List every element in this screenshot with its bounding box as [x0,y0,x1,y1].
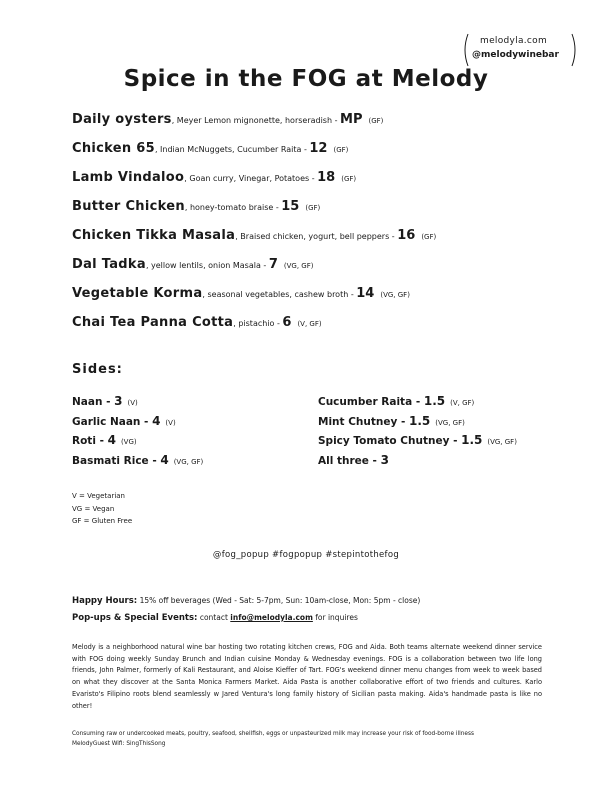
item-price: 14 [356,286,375,301]
menu-list [72,108,542,340]
side-item [318,390,517,410]
item-tags: (VG, GF) [380,291,410,299]
menu-item-tikka-masala [72,224,542,253]
events-post: for inquires [312,613,358,622]
side-name: All three - [318,454,381,467]
item-name: Vegetable Korma [72,286,203,301]
item-description: , honey-tomato braise - [184,203,282,212]
sides-left-column [72,390,203,468]
side-price: 3 [114,394,123,408]
side-tags: (V, GF) [450,399,475,407]
item-price: 18 [317,170,336,185]
item-name: Lamb Vindaloo [72,170,185,185]
item-description: , Meyer Lemon mignonette, horseradish - [171,116,341,125]
item-tags: (V, GF) [297,320,322,328]
social-badge [460,30,580,70]
item-tags: (GF) [421,233,437,241]
item-tags: (VG, GF) [283,262,314,270]
menu-item-chicken-65 [72,137,542,166]
social-hashtags: @fog_popup #fogpopup #stepintothefog [212,550,400,560]
item-tags: (GF) [333,146,349,154]
side-price: 4 [160,452,169,467]
item-description: , Braised chicken, yogurt, bell peppers - [235,232,398,241]
events-contact [72,613,358,623]
item-tags: (GF) [368,117,384,125]
website-text: melodyla.com [480,36,548,46]
events-label: Pop-ups & Special Events: [72,613,198,623]
item-name: Daily oysters [72,112,172,127]
menu-title: Spice in the FOG at Melody [123,66,489,92]
side-price: 1.5 [408,413,431,428]
menu-item-vegetable-korma [72,282,542,311]
fine-print [72,730,542,749]
item-name: Dal Tadka [72,257,146,272]
item-name: Chai Tea Panna Cotta [72,315,234,330]
side-name: Cucumber Raita - [318,396,424,408]
happy-hours-label: Happy Hours: [72,596,138,606]
menu-item-dal-tadka [72,253,542,282]
side-price: 1.5 [423,394,446,408]
side-price: 1.5 [461,433,483,447]
side-name: Spicy Tomato Chutney - [318,435,462,447]
menu-item-oysters [72,108,542,137]
side-item [72,410,203,430]
item-description: , Indian McNuggets, Cucumber Raita - [154,145,310,154]
item-description: , seasonal vegetables, cashew broth - [202,290,357,299]
sides-right-column [318,390,517,468]
side-item [318,429,517,449]
legend-vegetarian: V = Vegetarian [72,492,125,500]
item-price: 6 [282,315,292,330]
health-warning: Consuming raw or undercooked meats, poultry, seafood, shellfish, eggs or unpasteurized milk may increase your risk of food-borne illness [72,731,474,737]
item-price: 7 [268,257,278,272]
side-tags: (VG, GF) [173,457,204,466]
item-tags: (GF) [341,175,357,183]
side-tags: (V) [127,399,138,407]
side-price: 4 [107,433,116,447]
item-name: Chicken Tikka Masala [72,228,236,243]
side-item [318,449,517,469]
item-price: 12 [309,141,328,156]
item-price: 16 [397,228,416,243]
item-price: 15 [281,199,300,214]
item-name: Chicken 65 [72,141,155,156]
legend-vegan: VG = Vegan [72,504,115,513]
wifi-info: MelodyGuest Wifi: SingThisSong [72,740,166,747]
menu-item-panna-cotta [72,311,542,340]
menu-item-lamb-vindaloo [72,166,542,195]
instagram-handle: @melodywinebar [472,50,559,60]
item-price: MP [340,112,363,127]
side-tags: (V) [165,418,176,427]
side-tags: (VG) [120,438,137,446]
events-pre: contact [197,613,231,622]
menu-item-butter-chicken [72,195,542,224]
side-name: Roti - [72,435,108,447]
item-description: , Goan curry, Vinegar, Potatoes - [184,174,318,183]
legend-gluten-free: GF = Gluten Free [72,517,133,525]
side-name: Naan - [72,396,115,408]
side-tags: (VG, GF) [435,418,465,427]
sides-heading: Sides: [72,362,123,377]
side-name: Mint Chutney - [318,415,409,428]
happy-hours-text: 15% off beverages (Wed - Sat: 5-7pm, Sun: 10am-close, Mon: 5pm - close) [137,596,421,605]
side-item [72,449,203,469]
item-tags: (GF) [305,204,321,212]
side-name: Basmati Rice - [72,454,161,467]
item-description: , yellow lentils, onion Masala - [145,261,269,270]
about-paragraph: Melody is a neighborhood natural wine bar hosting two rotating kitchen crews, FOG and Aida. Both teams alternate weekend dinner service with FOG doing weekly Sunday Brunch and Indian cuisine Monday & Wednesday evenings. FOG is a collaboration between two life long friends, John Palmer, formerly of Kali Restaurant, and Aloise Kieffer of Tart. FOG's weekend dinner menu changes from week to week based on what they discover at the Santa Monica Farmers Market. Aida Pasta is another collaborative effort of two friends and cultures. Karlo Evaristo's Filipino roots blend seamlessly w Jared Ventura's long family history of Sicilian pasta making. Aida's handmade pasta is like no other! [72,643,542,710]
side-item [72,429,203,449]
happy-hours [72,596,420,606]
side-price: 3 [380,452,389,467]
item-description: , pistachio - [233,319,283,328]
item-name: Butter Chicken [72,199,185,214]
side-price: 4 [152,413,161,428]
side-item [318,410,517,430]
diet-legend [72,490,132,528]
side-item [72,390,203,410]
email-link[interactable]: info@melodyla.com [230,613,313,622]
side-name: Garlic Naan - [72,415,153,428]
side-tags: (VG, GF) [487,438,517,446]
